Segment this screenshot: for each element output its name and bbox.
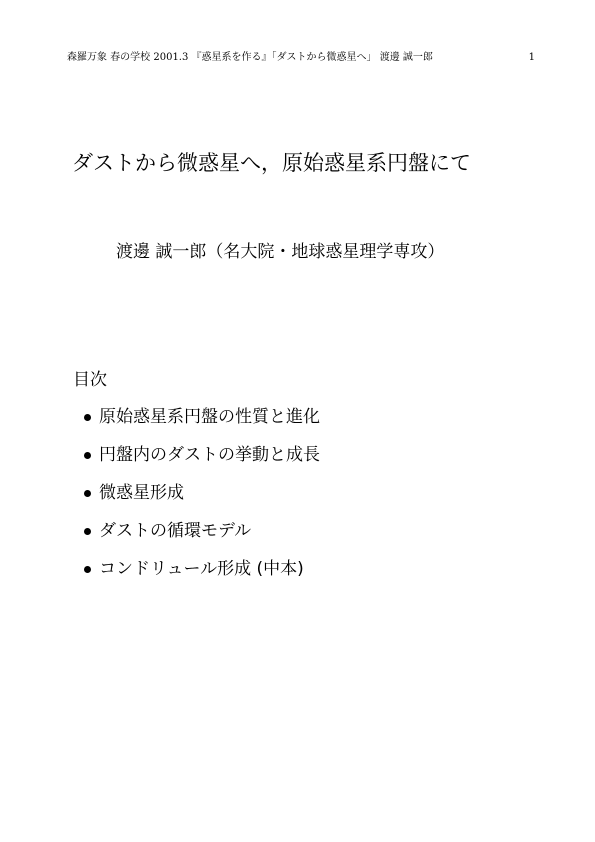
toc-item <box>84 517 320 555</box>
running-header <box>67 50 537 66</box>
toc-heading: 目次 <box>73 370 107 390</box>
bullet-icon <box>84 566 91 573</box>
toc-item-label: 原始惑星系円盤の性質と進化 <box>99 407 320 427</box>
running-header-title: 森羅万象 春の学校 2001.3 『惑星系を作る』「ダストから微惑星へ」 渡邊 誠一郎 <box>67 52 433 63</box>
bullet-icon <box>84 528 91 535</box>
toc-item-label: コンドリュール形成 (中本) <box>99 559 304 579</box>
toc-item <box>84 555 320 593</box>
toc-item <box>84 403 320 441</box>
page-number: 1 <box>528 52 535 63</box>
bullet-icon <box>84 490 91 497</box>
bullet-icon <box>84 414 91 421</box>
author-affiliation: 渡邊 誠一郎（名大院・地球惑星理学専攻） <box>116 242 445 262</box>
toc-list <box>84 403 320 593</box>
toc-item-label: 円盤内のダストの挙動と成長 <box>99 445 320 465</box>
bullet-icon <box>84 452 91 459</box>
toc-item-label: ダストの循環モデル <box>99 521 252 541</box>
toc-item-label: 微惑星形成 <box>99 483 184 503</box>
toc-item <box>84 479 320 517</box>
document-title: ダストから微惑星へ，原始惑星系円盤にて <box>72 151 471 175</box>
toc-item <box>84 441 320 479</box>
